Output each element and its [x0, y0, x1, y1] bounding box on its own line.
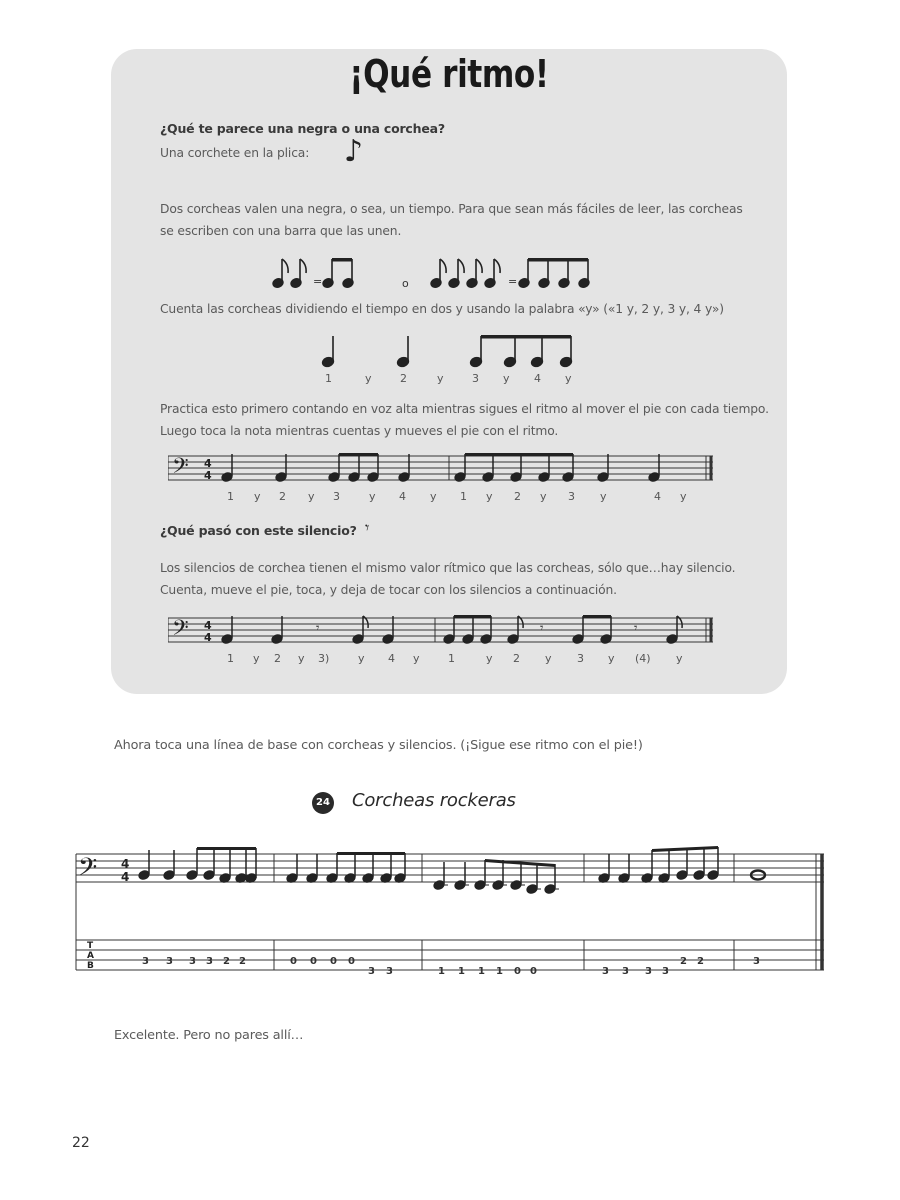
eighth-note-equivalence: [270, 255, 640, 293]
rhythm-staff-2: [168, 612, 720, 672]
outro-paragraph: Excelente. Pero no pares allí…: [114, 1028, 304, 1043]
count-label: y: [565, 372, 572, 385]
svg-text:𝄾: 𝄾: [316, 621, 320, 636]
count-label: 1: [227, 652, 234, 665]
eighth-note-icon: ♪: [344, 134, 364, 169]
count-label: 1: [460, 490, 467, 503]
svg-text:0: 0: [530, 966, 537, 975]
svg-text:1: 1: [458, 966, 465, 975]
count-label: y: [680, 490, 687, 503]
svg-text:3: 3: [645, 966, 652, 975]
svg-text:3: 3: [386, 966, 393, 975]
or-word: o: [402, 277, 409, 290]
svg-text:0: 0: [348, 956, 355, 967]
count-label: y: [437, 372, 444, 385]
count-label: 4: [654, 490, 661, 503]
count-label: 3: [577, 652, 584, 665]
track-number-badge: 24: [312, 792, 334, 814]
time-signature-top: 4: [121, 857, 130, 871]
count-label: 2: [514, 490, 521, 503]
svg-text:1: 1: [438, 966, 445, 975]
svg-text:𝄾: 𝄾: [540, 621, 544, 636]
count-label: y: [486, 490, 493, 503]
practice-paragraph: Practica esto primero contando en voz alta mientras sigues el ritmo al mover el pie con cada tiempo. Luego toca la nota mientras cuentas y mueves el pie con el ritmo.: [160, 402, 769, 438]
svg-text:2: 2: [239, 956, 246, 967]
count-instruction: Cuenta las corcheas dividiendo el tiempo en dos y usando la palabra «y» («1 y, 2 y, 3 y, 4 y»): [160, 302, 724, 316]
svg-text:T: T: [87, 941, 94, 951]
measure-4-notes: [598, 846, 719, 883]
svg-text:4: 4: [204, 631, 212, 644]
tab-numbers: [142, 956, 760, 975]
count-label: 3): [318, 652, 330, 665]
count-label: 2: [400, 372, 407, 385]
bass-clef-icon: 𝄢: [172, 454, 189, 484]
count-label: y: [365, 372, 372, 385]
count-label: y: [608, 652, 615, 665]
count-label: y: [676, 652, 683, 665]
count-label: y: [545, 652, 552, 665]
measure-1-notes: [138, 847, 257, 883]
count-label: 3: [333, 490, 340, 503]
svg-text:3: 3: [602, 966, 609, 975]
count-label: 2: [279, 490, 286, 503]
count-label: 2: [274, 652, 281, 665]
flagged-eighths-four: [430, 259, 500, 288]
svg-text:0: 0: [290, 956, 297, 967]
svg-text:4: 4: [204, 457, 212, 470]
counting-example: [310, 330, 600, 385]
svg-text:3: 3: [166, 956, 173, 967]
svg-text:3: 3: [622, 966, 629, 975]
count-label: y: [253, 652, 260, 665]
paragraph-corcheas: Dos corcheas valen una negra, o sea, un tiempo. Para que sean más fáciles de leer, las corcheas se escriben con una barra que las unen.: [160, 202, 743, 238]
svg-text:0: 0: [514, 966, 521, 975]
rhythm-staff-1: [168, 450, 720, 510]
count-label: y: [540, 490, 547, 503]
time-signature-bottom: 4: [121, 870, 130, 884]
flagged-eighths-pair: [272, 259, 306, 288]
count-label: 1: [325, 372, 332, 385]
bass-clef-icon: 𝄢: [78, 853, 98, 888]
count-label: y: [413, 652, 420, 665]
count-label: 4: [534, 372, 541, 385]
svg-text:𝄾: 𝄾: [634, 621, 638, 636]
count-label: 3: [568, 490, 575, 503]
count-label: 2: [513, 652, 520, 665]
svg-text:2: 2: [223, 956, 230, 967]
svg-text:A: A: [87, 951, 94, 961]
question-heading-1: ¿Qué te parece una negra o una corchea?: [160, 121, 445, 136]
count-label: 1: [448, 652, 455, 665]
count-label: y: [298, 652, 305, 665]
svg-text:0: 0: [310, 956, 317, 967]
equals-sign-2: =: [508, 275, 518, 288]
count-label: y: [503, 372, 510, 385]
question-heading-2: ¿Qué pasó con este silencio?: [160, 523, 357, 538]
svg-text:2: 2: [680, 956, 687, 967]
count-label: 1: [227, 490, 234, 503]
tab-label: [87, 941, 94, 971]
svg-text:3: 3: [206, 956, 213, 967]
count-label: 3: [472, 372, 479, 385]
count-label: y: [358, 652, 365, 665]
count-label: y: [254, 490, 261, 503]
svg-text:3: 3: [142, 956, 149, 967]
svg-text:3: 3: [753, 956, 760, 967]
measure-3-notes: [433, 859, 559, 894]
page-title: ¡Qué ritmo!: [349, 52, 549, 96]
bass-clef-icon: 𝄢: [172, 616, 189, 646]
svg-text:3: 3: [189, 956, 196, 967]
svg-text:3: 3: [368, 966, 375, 975]
beamed-pair: [322, 258, 354, 288]
count-label: y: [600, 490, 607, 503]
equals-sign: =: [313, 275, 323, 288]
corchete-text: Una corchete en la plica:: [160, 146, 310, 160]
svg-text:3: 3: [662, 966, 669, 975]
count-label: 4: [399, 490, 406, 503]
beamed-four: [518, 258, 590, 288]
bass-staff-and-tab: [72, 840, 832, 975]
svg-text:B: B: [87, 961, 94, 971]
count-label: y: [308, 490, 315, 503]
svg-text:2: 2: [697, 956, 704, 967]
count-label: y: [369, 490, 376, 503]
rest-paragraph: Los silencios de corchea tienen el mismo valor rítmico que las corcheas, sólo que…hay silencio. Cuenta, mueve el pie, toca, y deja de tocar con los silencios a continuación.: [160, 561, 736, 597]
count-label: 4: [388, 652, 395, 665]
song-title: Corcheas rockeras: [352, 790, 516, 811]
svg-text:1: 1: [496, 966, 503, 975]
intro-paragraph: Ahora toca una línea de base con corcheas y silencios. (¡Sigue ese ritmo con el pie!): [114, 738, 643, 753]
svg-text:4: 4: [204, 469, 212, 482]
count-label: y: [486, 652, 493, 665]
count-label: (4): [635, 652, 651, 665]
count-label: y: [430, 490, 437, 503]
svg-text:4: 4: [204, 619, 212, 632]
page-number: 22: [72, 1135, 90, 1151]
eighth-rest-icon: 𝄾: [365, 518, 370, 537]
svg-text:1: 1: [478, 966, 485, 975]
svg-text:0: 0: [330, 956, 337, 967]
